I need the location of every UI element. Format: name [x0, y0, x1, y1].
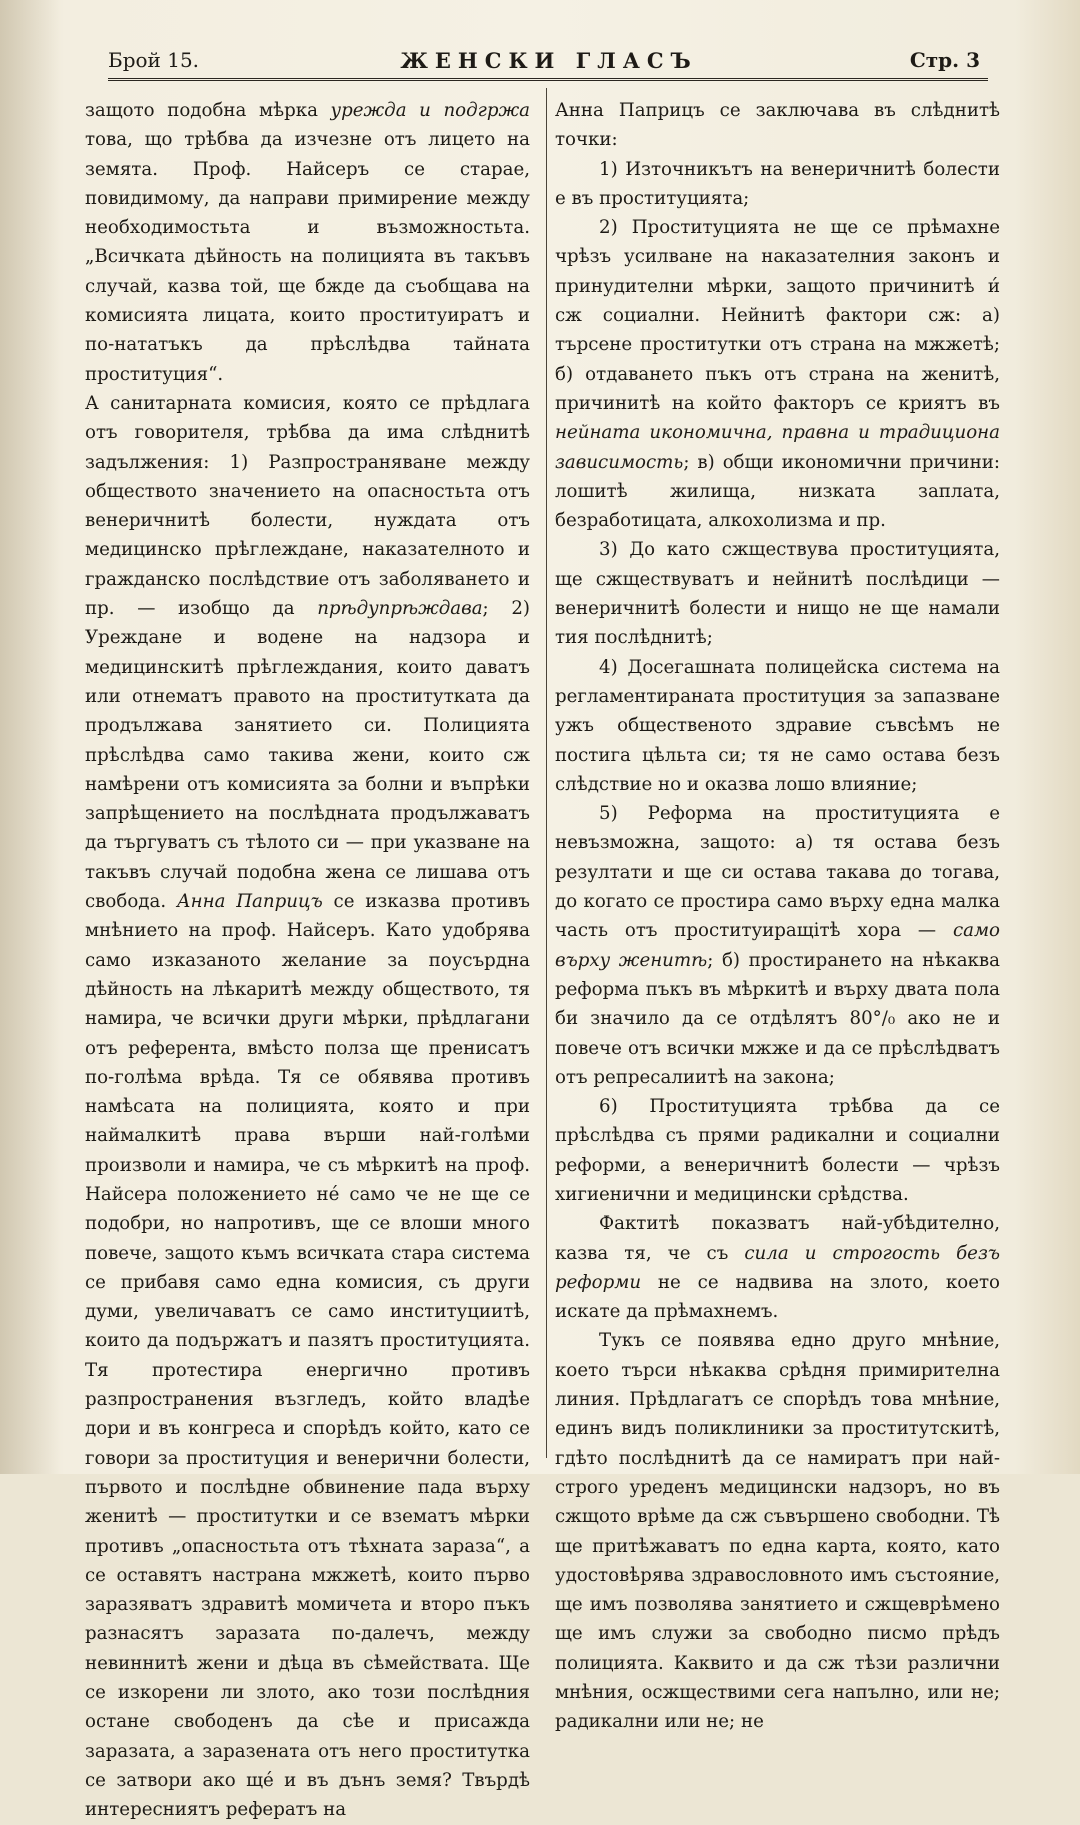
left-paragraph-2 [85, 389, 530, 1825]
page-header [108, 42, 990, 78]
italic-author: Анна Паприцъ [176, 891, 323, 913]
point-3: 3) До като сжществува проституцията, ще сжществуватъ и нейнитѣ послѣдици — венеричнитѣ болести и нищо не ще намали тия послѣднитѣ; [555, 539, 1000, 649]
left-column [85, 96, 530, 1825]
text-run: 2) Проституцията не ще се прѣмахне чрѣзъ усилване на наказателния законъ и принудителни мѣрки, защото причинитѣ и́ сж социални. Нейнитѣ фактори сж: а) търсене проститутки отъ страна на мжжетѣ; б) отдаването пъкъ отъ страна на женитѣ, причинитѣ на който факторъ се криятъ въ [555, 217, 1000, 414]
page-number: Стр. 3 [909, 48, 980, 72]
last-paragraph: Тукъ се появява едно друго мнѣние, което търси нѣкаква срѣдня примирителна линия. Прѣдлагатъ се спорѣдъ това мнѣние, единъ видъ поликлиники за проститутскитѣ, гдѣто послѣднитѣ да се намиратъ при най-строго уреденъ медицински надзоръ, но въ сжщото врѣме да сж съвършено свободни. Тѣ ще притѣжаватъ по една карта, която, като удостовѣрява здравословното имъ състояние, ще имъ позволява занятието и сжщеврѣмено ще имъ служи за свободно писмо прѣдъ полицията. Каквито и да сж тѣзи различни мнѣния, осжществими сега напълно, или не; радикални или не; не [555, 1330, 1000, 1733]
right-column [555, 96, 1000, 1737]
point-2 [555, 213, 1000, 535]
point-5 [555, 799, 1000, 1092]
text-run: защото подобна мѣрка [85, 100, 331, 121]
text-run: ; б) простирането на нѣкаква реформа пъкъ въ мѣркитѣ и върху двата пола би значило да се отдѣлятъ 80°/₀ ако не и повече отъ всички мжже и да се прѣслѣдватъ отъ репресалиитѣ на закона; [555, 949, 1000, 1088]
right-intro: Анна Паприцъ се заключава въ слѣднитѣ точки: [555, 100, 1000, 151]
left-paragraph-1 [85, 96, 530, 389]
header-rule [108, 78, 988, 81]
italic-run: нейната икономична, правна и традициона зависимость [555, 422, 1000, 473]
text-run: се изказва противъ мнѣнието на проф. Найсеръ. Като удобрява само изказаното желание за поусърдна дѣйность на лѣкаритѣ между обществото, тя намира, че всички други мѣрки, прѣдлагани отъ референта, вмѣсто полза ще пренисатъ по-голѣма врѣда. Тя се обявява противъ намѣсата на полицията, която и при наймалкитѣ права върши най-голѣми произволи и намира, че съ мѣркитѣ на проф. Найсера положението нé само че не ще се подобри, но напротивъ, ще се влоши много повече, защото къмъ всичката стара система се прибавя само една комисия, съ други думи, увеличаватъ се само институциитѣ, които да подържатъ и пазятъ проституцията. Тя протестира енергично противъ разпространения възгледъ, който владѣе дори и въ конгреса и спорѣдъ който, като се говори за проституция и венерични болести, първото и послѣдне обвинение пада върху женитѣ — проститутки и се взематъ мѣрки противъ „опасностьта отъ тѣхната зараза“, а се оставятъ настрана мжжетѣ, които първо заразяватъ здравитѣ момичета и второ пъкъ разнасятъ заразата по-далечъ, между невиннитѣ жени и дѣца въ сѣмействата. Ще се изкорени ли злото, ако този послѣдния остане свободенъ да сѣе и присажда заразата, а заразената отъ него проститутка се затвори ако щé и въ дънъ земя? Твърдѣ интересниятъ рефератъ на [85, 891, 530, 1821]
text-run: А санитарната комисия, която се прѣдлага отъ говорителя, трѣбва да има слѣднитѣ задължения: 1) Разпространяване между обществото значението на опасностьта отъ венеричнитѣ болести, нуждата отъ медицинско прѣглеждане, наказателното и гражданско послѣдствие отъ заболяването и пр. — изобщо да [85, 392, 530, 620]
text-run: ; 2) Уреждане и водене на надзора и медицинскитѣ прѣглеждания, които даватъ или отнематъ правото на проститутката да продължава занятието си. Полицията прѣслѣдва само такива жени, които сж намѣрени отъ комисията за болни и въпрѣки запрѣщението на послѣдната продължаватъ да търгуватъ съ тѣлото си — при указване на такъвъ случай подобна жена се лишава отъ свобода. [85, 598, 530, 913]
text-run: не се надвива на злото, което искате да прѣмахнемъ. [555, 1271, 1000, 1323]
issue-number: Брой 15. [108, 48, 200, 72]
text-run: ; в) общи икономични причини: лошитѣ жилища, низката заплата, безработицата, алкохолизма и пр. [555, 451, 1000, 532]
facts-paragraph [555, 1209, 1000, 1326]
point-1: 1) Източникътъ на венеричнитѣ болести е въ проституцията; [555, 158, 1000, 209]
text-run: 5) Реформа на проституцията е невъзможна, защото: а) тя остава безъ резултати и ще си остава такава до тогава, до когато се простира само върху една малка часть отъ проституиращiтѣ хора — [555, 803, 1000, 942]
italic-run: само върху женитѣ [555, 920, 1000, 971]
italic-run: урежда и подгржа [330, 100, 530, 121]
italic-run: сила и строгость безъ реформи [555, 1242, 1000, 1293]
point-4: 4) Досегашната полицейска система на регламентираната проституция за запазване ужъ общественото здравие съвсѣмъ не постига цѣльта си; тя не само остава безъ слѣдствие но и оказва лошо влияние; [555, 656, 1000, 795]
newspaper-title: ЖЕНСКИ ГЛАСЪ [400, 48, 698, 73]
point-6: 6) Проституцията трѣбва да се прѣслѣдва съ прями радикални и социални реформи, а венеричнитѣ болести — чрѣзъ хигиенични и медицински срѣдства. [555, 1096, 1000, 1205]
text-run: това, що трѣбва да изчезне отъ лицето на земята. Проф. Найсеръ се старае, повидимому, да направи примирение между необходимостьта и възможностьта. „Всичката дѣйность на полицията въ такъвъ случай, казва той, ще бжде да съобщава на комисията лицата, които проституиратъ и по-нататъкъ да прѣслѣдва тайната проституция“. [85, 129, 530, 385]
column-divider [546, 88, 547, 1458]
italic-run: прѣдупрѣждава [317, 598, 483, 620]
page-fold-shadow [0, 0, 60, 1474]
text-run: Фактитѣ показватъ най-убѣдително, казва тя, че съ [555, 1213, 1000, 1264]
